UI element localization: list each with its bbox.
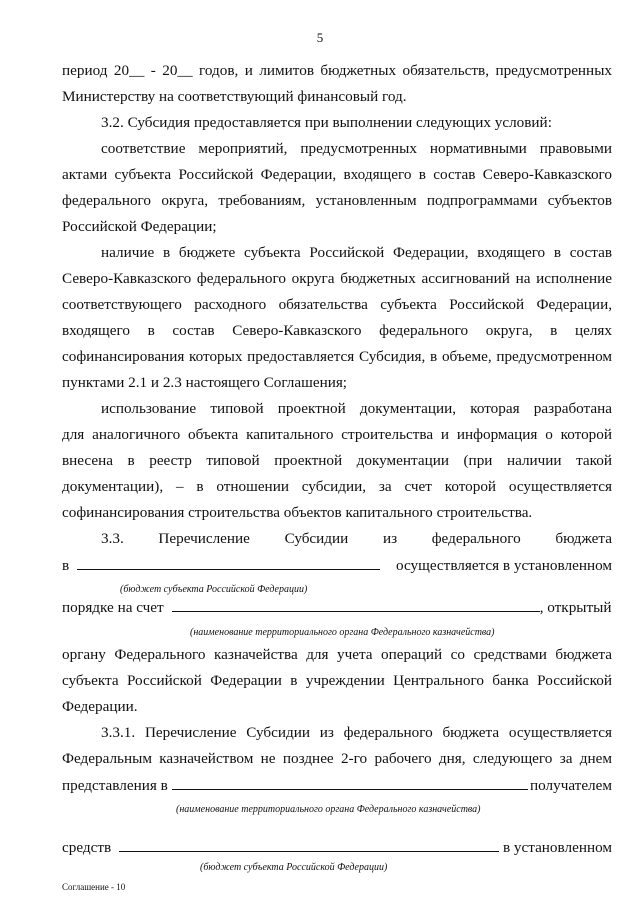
text-line: 3.2. Субсидия предоставляется при выполнении следующих условий:: [101, 114, 552, 131]
field-caption: (бюджет субъекта Российской Федерации): [200, 862, 388, 873]
text-line: соответствие мероприятий, предусмотренных нормативными правовыми: [101, 140, 612, 157]
page-number: 5: [316, 30, 324, 45]
text-line: софинансирования строительства объектов капитального строительства.: [62, 504, 533, 521]
treasury-field-row: представления в получателем: [62, 777, 612, 794]
text-line: Министерству на соответствующий финансовый год.: [62, 88, 407, 105]
text-line: 3.3.1. Перечисление Субсидии из федерального бюджета осуществляется: [101, 724, 612, 741]
text-line: Российской Федерации;: [62, 218, 217, 235]
text-line: федерального округа, требованиям, установленным подпрограммами субъектов: [62, 192, 612, 209]
field-caption: (бюджет субъекта Российской Федерации): [120, 584, 308, 595]
text-line: актами субъекта Российской Федерации, входящего в состав Северо-Кавказского: [62, 166, 612, 183]
field-caption: (наименование территориального органа Федерального казначейства): [190, 627, 495, 638]
section-3-3-heading: 3.3. Перечисление Субсидии из федерального бюджета: [101, 530, 612, 547]
text-line: субъекта Российской Федерации в учреждении Центрального банка Российской: [62, 672, 612, 689]
text-line: Федеральным казначейством не позднее 2-го рабочего дня, следующего за днем: [62, 750, 612, 767]
treasury-name-field[interactable]: [172, 776, 528, 790]
text-line: период 20__ - 20__ годов, и лимитов бюджетных обязательств, предусмотренных: [62, 62, 612, 79]
text-line: наличие в бюджете субъекта Российской Федерации, входящего в состав: [101, 244, 612, 261]
text-line: Федерации.: [62, 698, 138, 715]
funds-field-row: средств в установленном: [62, 839, 612, 856]
text-line: органу Федерального казначейства для учета операций со средствами бюджета: [62, 646, 612, 663]
text-line: для аналогичного объекта капитального строительства и информация о которой: [62, 426, 612, 443]
text-line: документации), – в отношении субсидии, за счет которой осуществляется: [62, 478, 612, 495]
account-field-row: порядке на счет , открытый: [62, 599, 612, 616]
text-line: внесена в реестр типовой проектной документации (при наличии такой: [62, 452, 612, 469]
account-field[interactable]: [172, 598, 540, 612]
funds-budget-field[interactable]: [119, 838, 499, 852]
text-line: входящего в состав Северо-Кавказского федерального округа, в целях: [62, 322, 612, 339]
budget-name-field[interactable]: [77, 556, 380, 570]
text-line: софинансирования которых предоставляется Субсидия, в объеме, предусмотренном: [62, 348, 612, 365]
footer-label: Соглашение - 10: [62, 882, 126, 892]
budget-field-row: в осуществляется в установленном: [62, 557, 612, 574]
text-line: использование типовой проектной документации, которая разработана: [101, 400, 612, 417]
text-line: Северо-Кавказского федерального округа бюджетных ассигнований на исполнение: [62, 270, 612, 287]
text-line: пунктами 2.1 и 2.3 настоящего Соглашения;: [62, 374, 348, 391]
field-caption: (наименование территориального органа Федерального казначейства): [176, 804, 481, 815]
text-line: соответствующего расходного обязательства субъекта Российской Федерации,: [62, 296, 612, 313]
